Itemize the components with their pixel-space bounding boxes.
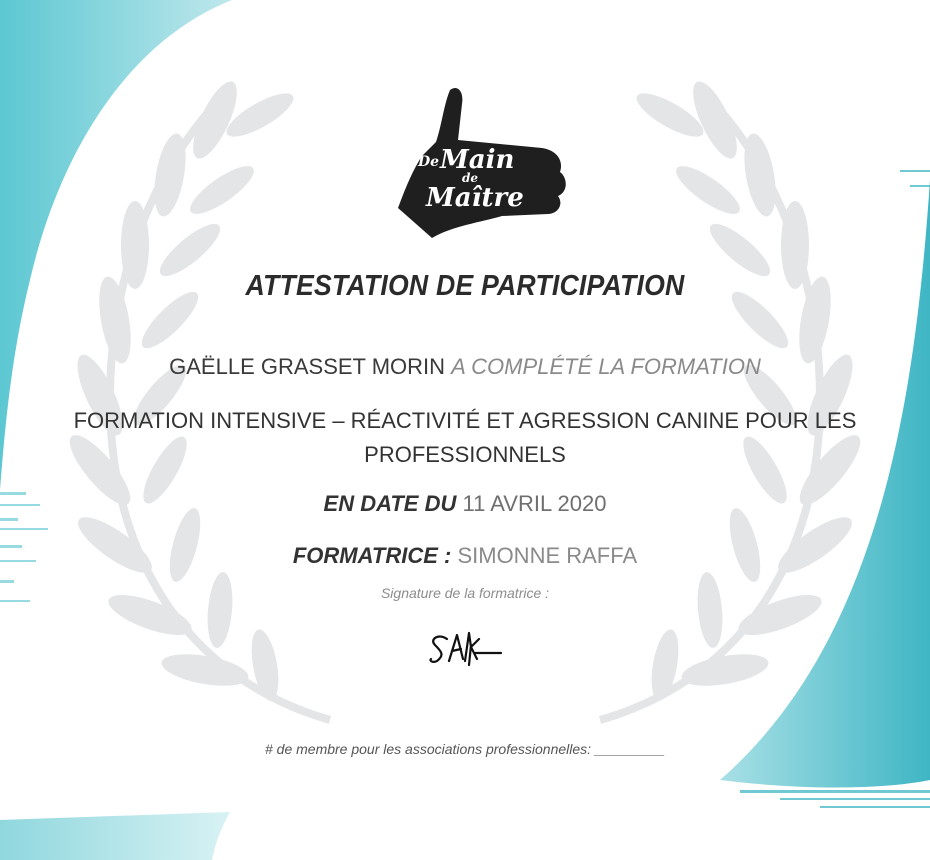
participant-line <box>0 354 930 380</box>
course-title <box>40 404 890 472</box>
completed-text: A COMPLÉTÉ LA FORMATION <box>451 354 761 379</box>
logo-text-main: Main <box>440 145 515 175</box>
date-line <box>0 491 930 517</box>
logo-text-maitre: Maître <box>426 183 524 213</box>
member-number-line: # de membre pour les associations professionnelles: _________ <box>264 741 666 757</box>
trainer-name: SIMONNE RAFFA <box>457 543 638 568</box>
logo-text-de: De <box>418 154 440 170</box>
course-title-line2: PROFESSIONNELS <box>364 442 566 467</box>
trainer-label: FORMATRICE : <box>292 543 452 568</box>
participant-name: GAËLLE GRASSET MORIN <box>169 354 446 379</box>
trainer-line <box>0 543 930 569</box>
signature-label: Signature de la formatrice : <box>380 585 550 601</box>
logo-hand-icon <box>392 82 572 242</box>
date-value: 11 AVRIL 2020 <box>462 491 607 516</box>
handwritten-signature <box>425 625 505 675</box>
certificate-title: ATTESTATION DE PARTICIPATION <box>245 270 685 302</box>
date-label: EN DATE DU <box>323 491 457 516</box>
course-title-line1: FORMATION INTENSIVE – RÉACTIVITÉ ET AGRESSION CANINE POUR LES <box>73 408 857 433</box>
logo-text-de-small: de <box>462 171 479 185</box>
